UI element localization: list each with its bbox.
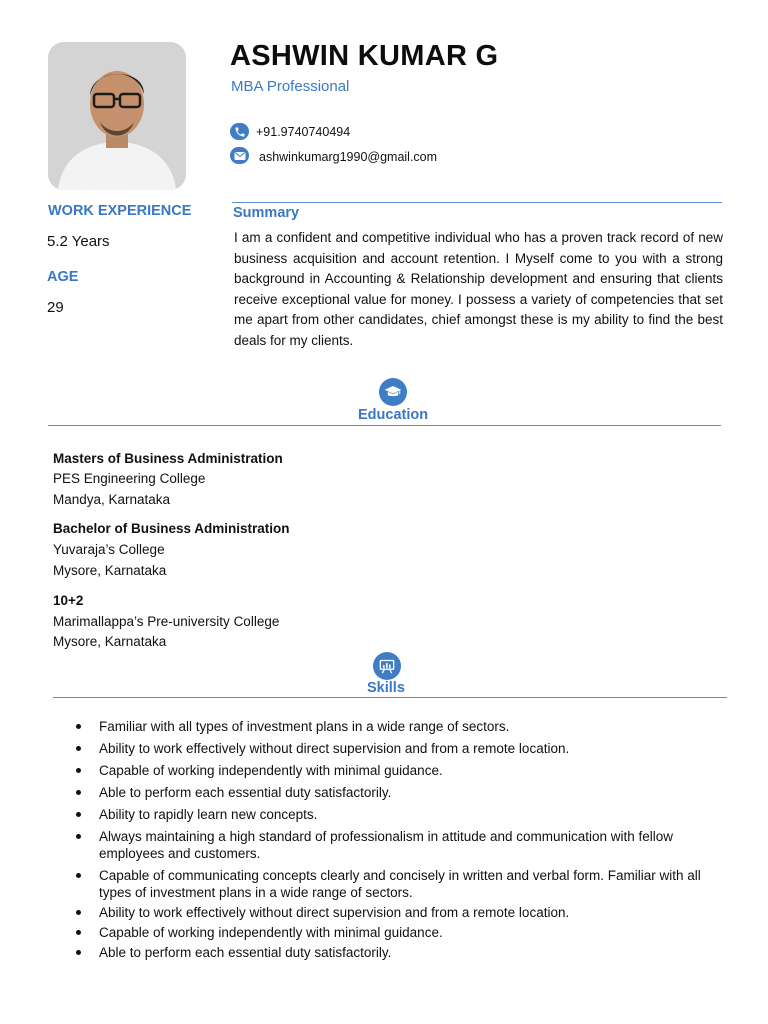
education-institution: Yuvaraja’s College	[53, 542, 165, 557]
skill-item: Able to perform each essential duty satisfactorily.	[74, 784, 724, 801]
email-address[interactable]: ashwinkumarg1990@gmail.com	[259, 150, 438, 164]
age-heading: AGE	[47, 269, 79, 285]
skill-item: Capable of working independently with minimal guidance.	[74, 762, 724, 779]
profile-photo	[48, 42, 186, 190]
education-divider	[48, 425, 721, 426]
summary-heading: Summary	[233, 205, 300, 221]
skill-item: Capable of communicating concepts clearly and concisely in written and verbal form. Familiar with all types of investment plans in a wide range of sectors.	[74, 867, 724, 901]
candidate-name: ASHWIN KUMAR G	[230, 40, 499, 72]
skill-item: Always maintaining a high standard of professionalism in attitude and communication with fellow employees and customers.	[74, 828, 724, 862]
work-experience-value: 5.2 Years	[47, 233, 110, 250]
education-location: Mandya, Karnataka	[53, 492, 171, 507]
skills-divider	[53, 697, 727, 698]
summary-divider	[232, 202, 722, 203]
phone-number[interactable]: +91.9740740494	[256, 125, 351, 139]
skill-item: Familiar with all types of investment plans in a wide range of sectors.	[74, 718, 724, 735]
skills-list	[74, 718, 724, 961]
candidate-role: MBA Professional	[231, 78, 350, 95]
skill-item: Ability to work effectively without direct supervision and from a remote location.	[74, 740, 724, 757]
person-portrait-icon	[48, 42, 186, 190]
skills-heading: Skills	[367, 680, 405, 696]
age-value: 29	[47, 299, 64, 316]
skill-item: Capable of working independently with minimal guidance.	[74, 924, 724, 941]
education-degree: 10+2	[53, 593, 84, 608]
skill-item: Ability to rapidly learn new concepts.	[74, 806, 724, 823]
education-location: Mysore, Karnataka	[53, 634, 167, 649]
education-degree: Bachelor of Business Administration	[53, 521, 290, 536]
presentation-board-icon	[373, 652, 401, 680]
work-experience-heading: WORK EXPERIENCE	[48, 203, 192, 219]
summary-text: I am a confident and competitive individual who has a proven track record of new business acquisition and account retention. I Myself come to you with a strong background in Accounting & Relationship development and ensuring that clients receive exceptional value for money. I possess a variety of competencies that set me apart from other candidates, chief amongst these is my ability to find the best deals for my clients.	[234, 230, 723, 348]
phone-icon	[230, 123, 249, 140]
graduation-cap-icon	[379, 378, 407, 406]
education-degree: Masters of Business Administration	[53, 451, 283, 466]
education-heading: Education	[358, 407, 429, 423]
envelope-icon	[230, 147, 249, 164]
education-institution: Marimallappa’s Pre-university College	[53, 614, 280, 629]
education-location: Mysore, Karnataka	[53, 563, 167, 578]
education-institution: PES Engineering College	[53, 471, 206, 486]
skill-item: Able to perform each essential duty satisfactorily.	[74, 944, 724, 961]
skill-item: Ability to work effectively without direct supervision and from a remote location.	[74, 904, 724, 921]
